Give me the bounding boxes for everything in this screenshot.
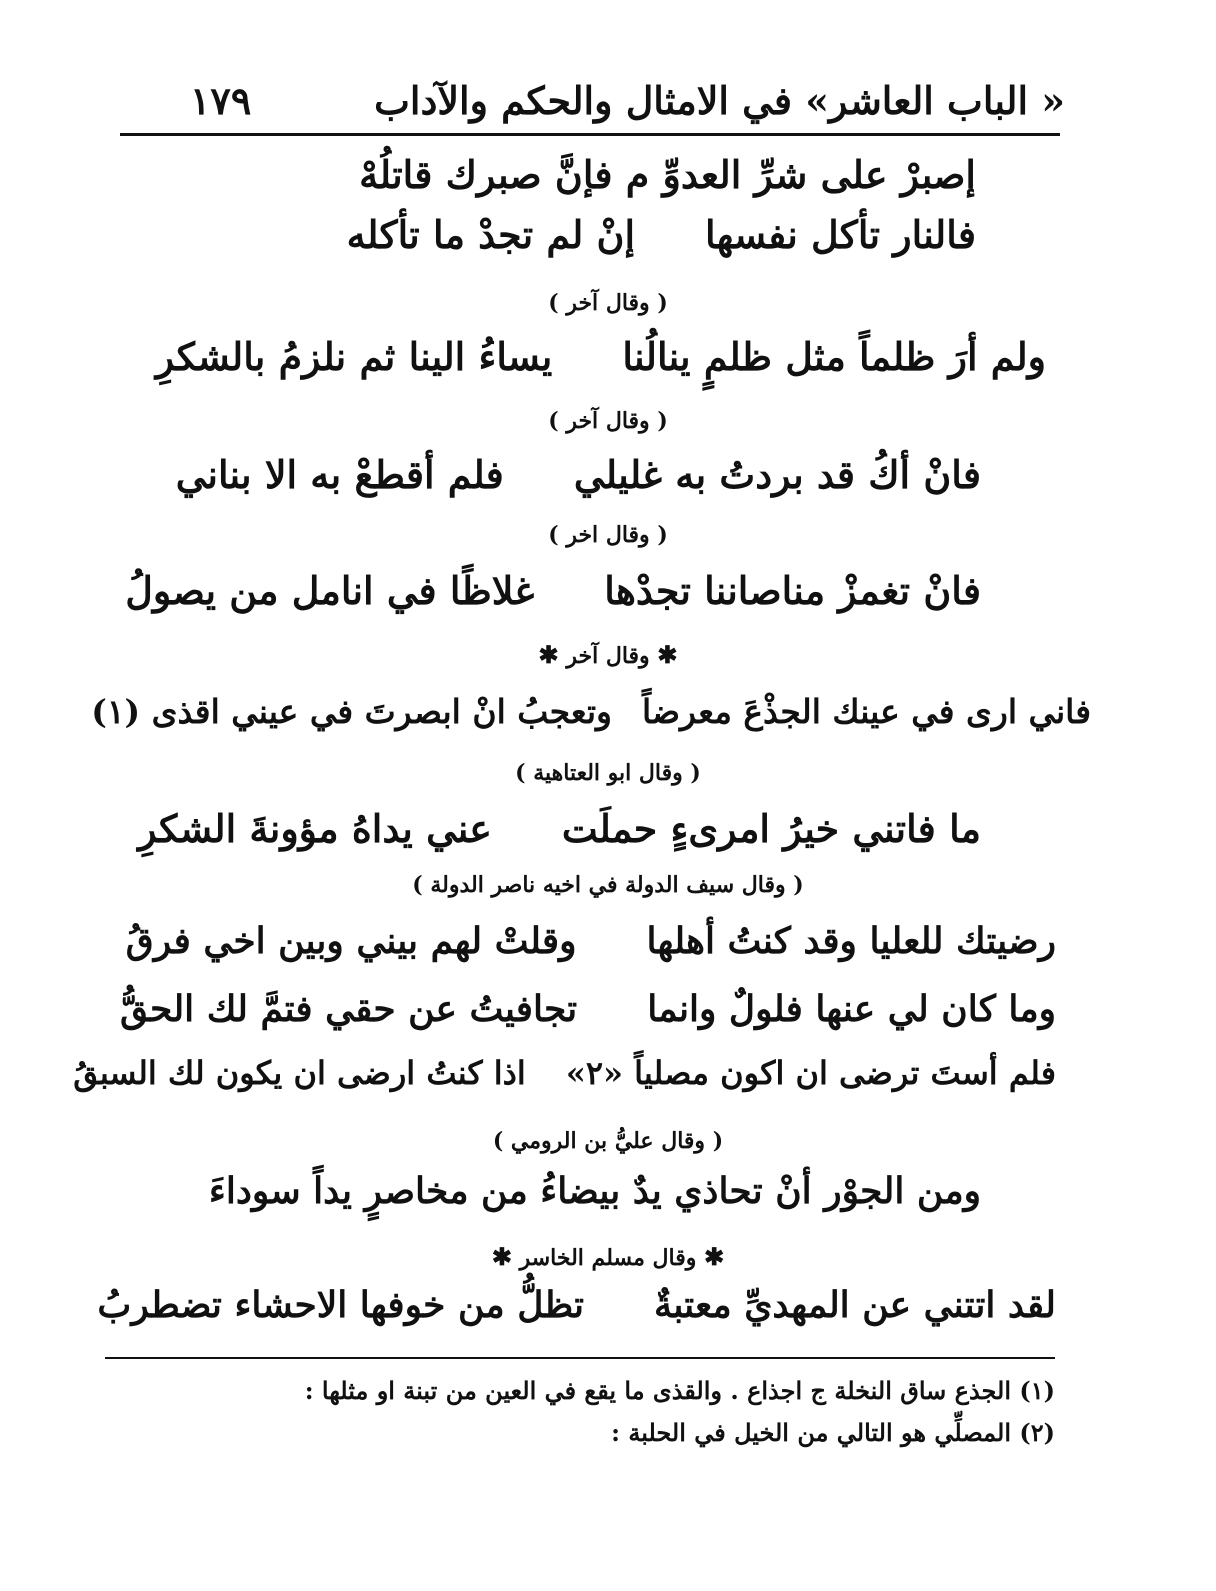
- verse-7-second-hemistich: عني يداهُ مؤونةَ الشكرِ: [138, 806, 492, 851]
- header-rule: [120, 133, 1060, 136]
- footnote-1: (١) الجذع ساق النخلة ج اجذاع . والقذى ما يقع في العين من تبنة او مثلها :: [304, 1376, 1055, 1405]
- ornament-icon: ✱: [491, 1242, 512, 1271]
- verse-11: [209, 1170, 981, 1212]
- attribution-4: [0, 640, 1216, 669]
- attribution-5: ( وقال ابو العتاهية ): [515, 760, 701, 786]
- verse-9: [120, 988, 1056, 1030]
- page-header: [120, 72, 1065, 132]
- verse-5-first-hemistich: فانْ تغمزْ مناصاننا تجدْها: [604, 568, 981, 613]
- verse-12: [97, 1284, 1056, 1326]
- verse-7-first-hemistich: ما فاتني خيرُ امرىءٍ حملَت: [561, 806, 981, 851]
- verse-5: [125, 568, 981, 613]
- verse-6-first-hemistich: فاني ارى في عينك الجذْعَ معرضاً: [641, 692, 1091, 731]
- attribution-6: ( وقال سيف الدولة في اخيه ناصر الدولة ): [412, 872, 804, 898]
- verse-6: [91, 692, 1091, 731]
- verse-9-first-hemistich: وما كان لي عنها فلولٌ وانما: [647, 988, 1056, 1030]
- attribution-8: [0, 1242, 1216, 1271]
- verse-8-second-hemistich: وقلتْ لهم بيني وبين اخي فرقُ: [125, 920, 577, 962]
- verse-1: [359, 152, 976, 197]
- verse-1-text: إصبرْ على شرِّ العدوِّ م فإنَّ صبرك قاتلُهْ: [359, 152, 976, 197]
- attribution-8-text: وقال مسلم الخاسر: [519, 1245, 697, 1271]
- verse-3-first-hemistich: ولم أرَ ظلماً مثل ظلمٍ ينالُنا: [622, 334, 1046, 379]
- verse-10: [73, 1054, 1056, 1092]
- attribution-7: ( وقال عليُّ بن الرومي ): [492, 1128, 724, 1154]
- verse-6-second-hemistich: وتعجبُ انْ ابصرتَ في عيني اقذى (١): [91, 692, 612, 731]
- verse-3: [156, 334, 1046, 379]
- attribution-3: ( وقال اخر ): [548, 522, 668, 548]
- verse-7: [138, 806, 981, 851]
- verse-2-first-hemistich: فالنار تأكل نفسها: [705, 212, 976, 257]
- attribution-4-text: وقال آخر: [566, 643, 650, 669]
- attribution-1: ( وقال آخر ): [548, 290, 668, 316]
- footnote-rule: [105, 1357, 1055, 1359]
- verse-5-second-hemistich: غلاظًا في انامل من يصولُ: [125, 568, 535, 613]
- verse-11-text: ومن الجوْر أنْ تحاذي يدٌ بيضاءُ من مخاصرٍ يداً سوداءَ: [208, 1170, 981, 1212]
- verse-12-first-hemistich: لقد اتتني عن المهديِّ معتبةٌ: [654, 1284, 1056, 1326]
- verse-2-second-hemistich: إنْ لم تجدْ ما تأكله: [346, 212, 635, 257]
- verse-8-first-hemistich: رضيتك للعليا وقد كنتُ أهلها: [646, 920, 1056, 962]
- ornament-icon: ✱: [704, 1242, 725, 1271]
- verse-4-first-hemistich: فانْ أكُ قد بردتُ به غليلي: [573, 452, 981, 497]
- verse-9-second-hemistich: تجافيتُ عن حقي فتمَّ لك الحقُّ: [119, 988, 578, 1030]
- ornament-icon: ✱: [538, 640, 559, 669]
- footnote-2: (٢) المصلِّي هو التالي من الخيل في الحلبة :: [611, 1418, 1055, 1447]
- verse-2: [347, 212, 976, 257]
- attribution-2: ( وقال آخر ): [548, 408, 668, 434]
- page-number: ١٧٩: [190, 78, 252, 123]
- verse-10-second-hemistich: اذا كنتُ ارضى ان يكون لك السبقُ: [73, 1054, 526, 1092]
- running-title: « الباب العاشر» في الامثال والحكم والآداب: [374, 78, 1065, 123]
- ornament-icon: ✱: [657, 640, 678, 669]
- verse-3-second-hemistich: يساءُ الينا ثم نلزمُ بالشكرِ: [155, 334, 553, 379]
- verse-12-second-hemistich: تظلُّ من خوفها الاحشاء تضطربُ: [97, 1284, 585, 1326]
- verse-10-first-hemistich: فلم أستَ ترضى ان اكون مصلياً «٢»: [565, 1054, 1056, 1092]
- verse-4: [176, 452, 981, 497]
- verse-4-second-hemistich: فلم أقطعْ به الا بناني: [175, 452, 504, 497]
- verse-8: [126, 920, 1056, 962]
